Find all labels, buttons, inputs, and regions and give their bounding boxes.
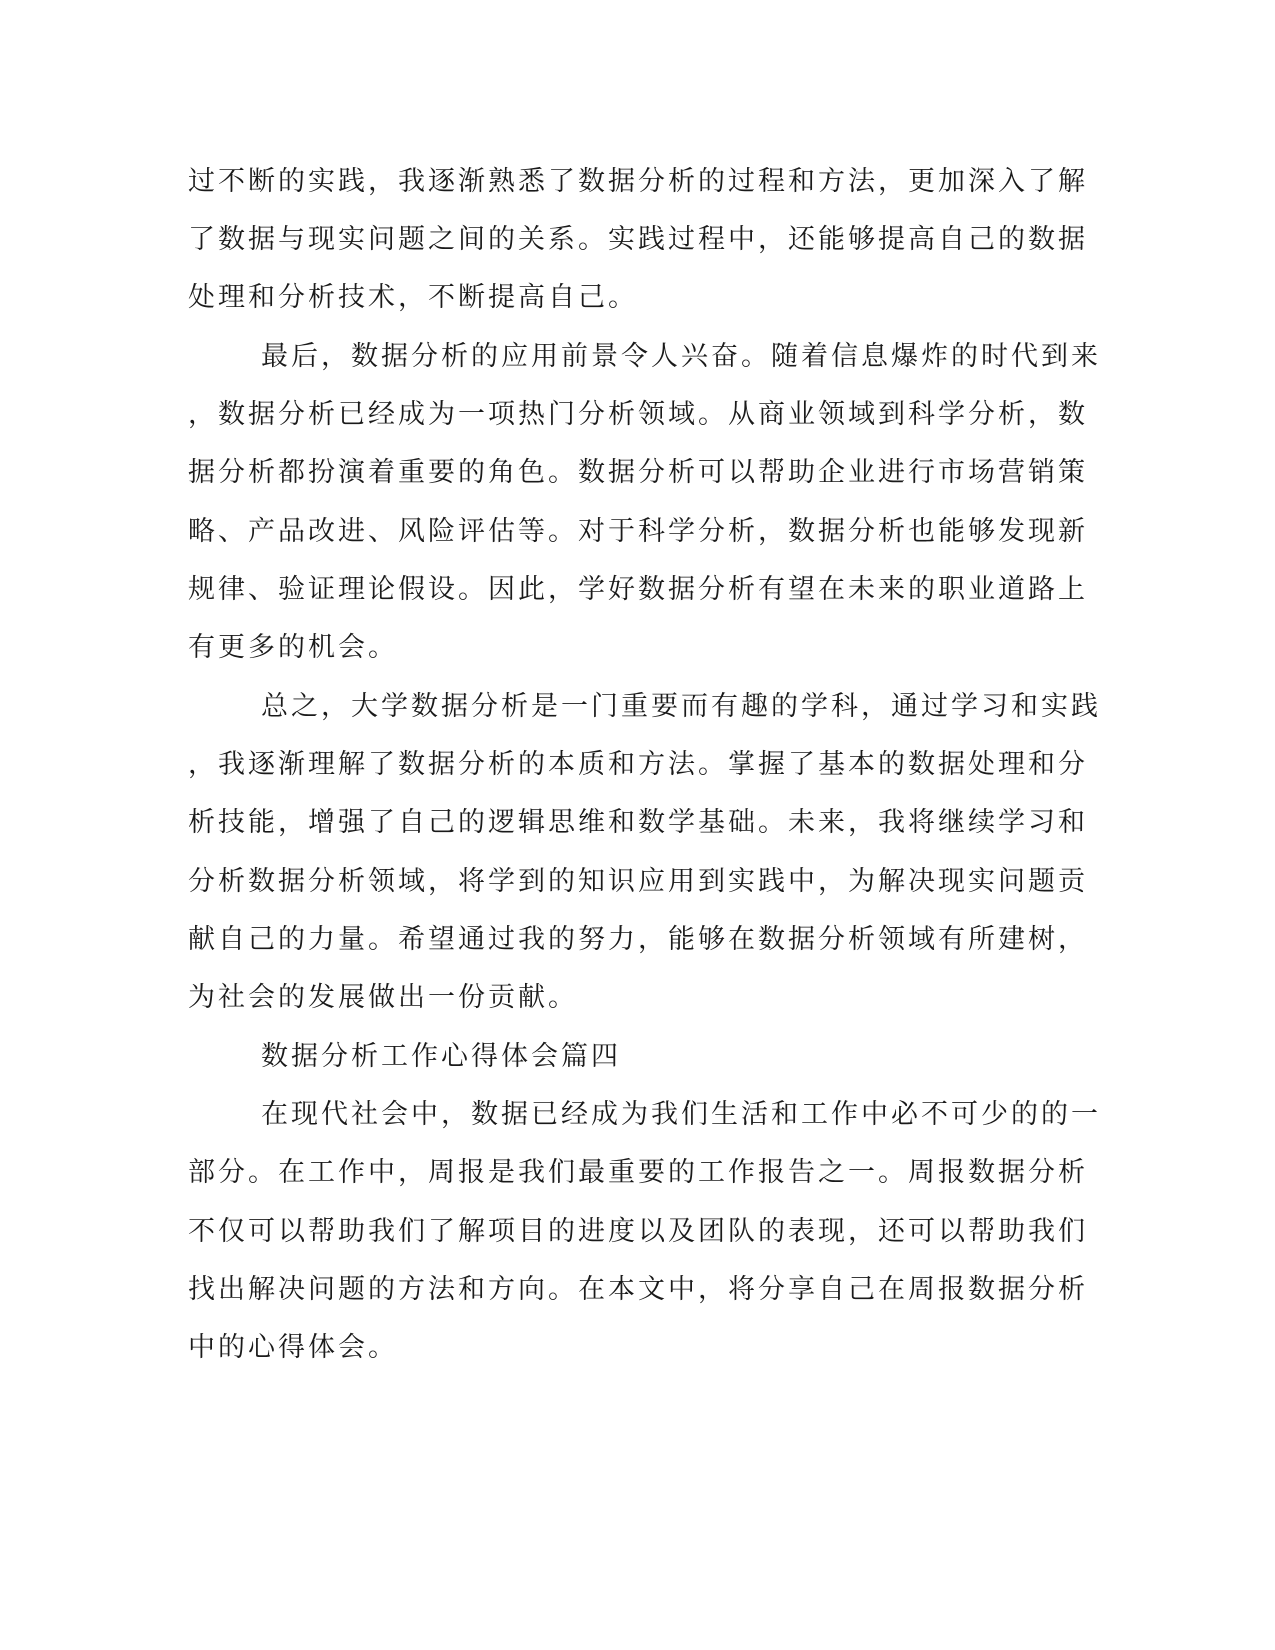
text-line: ，数据分析已经成为一项热门分析领域。从商业领域到科学分析，数 bbox=[188, 399, 1088, 430]
text-line: 了数据与现实问题之间的关系。实践过程中，还能够提高自己的数据 bbox=[188, 224, 1088, 255]
paragraph-first-line: 最后，数据分析的应用前景令人兴奋。随着信息爆炸的时代到来 bbox=[261, 341, 1101, 372]
text-line: 过不断的实践，我逐渐熟悉了数据分析的过程和方法，更加深入了解 bbox=[188, 166, 1088, 197]
section-heading: 数据分析工作心得体会篇四 bbox=[261, 1041, 621, 1072]
paragraph-first-line: 在现代社会中，数据已经成为我们生活和工作中必不可少的的一 bbox=[261, 1099, 1101, 1130]
text-line: 分析数据分析领域，将学到的知识应用到实践中，为解决现实问题贡 bbox=[188, 866, 1088, 897]
text-line: ，我逐渐理解了数据分析的本质和方法。掌握了基本的数据处理和分 bbox=[188, 749, 1088, 780]
text-line: 为社会的发展做出一份贡献。 bbox=[188, 982, 578, 1013]
paragraph-first-line: 总之，大学数据分析是一门重要而有趣的学科，通过学习和实践 bbox=[261, 691, 1101, 722]
text-line: 献自己的力量。希望通过我的努力，能够在数据分析领域有所建树， bbox=[188, 924, 1088, 955]
text-line: 有更多的机会。 bbox=[188, 632, 398, 663]
text-line: 部分。在工作中，周报是我们最重要的工作报告之一。周报数据分析 bbox=[188, 1157, 1088, 1188]
text-line: 找出解决问题的方法和方向。在本文中，将分享自己在周报数据分析 bbox=[188, 1274, 1088, 1305]
text-line: 据分析都扮演着重要的角色。数据分析可以帮助企业进行市场营销策 bbox=[188, 457, 1088, 488]
text-line: 处理和分析技术，不断提高自己。 bbox=[188, 282, 638, 313]
text-line: 规律、验证理论假设。因此，学好数据分析有望在未来的职业道路上 bbox=[188, 574, 1088, 605]
text-line: 略、产品改进、风险评估等。对于科学分析，数据分析也能够发现新 bbox=[188, 516, 1088, 547]
text-line: 不仅可以帮助我们了解项目的进度以及团队的表现，还可以帮助我们 bbox=[188, 1216, 1088, 1247]
text-line: 析技能，增强了自己的逻辑思维和数学基础。未来，我将继续学习和 bbox=[188, 807, 1088, 838]
text-line: 中的心得体会。 bbox=[188, 1332, 398, 1363]
